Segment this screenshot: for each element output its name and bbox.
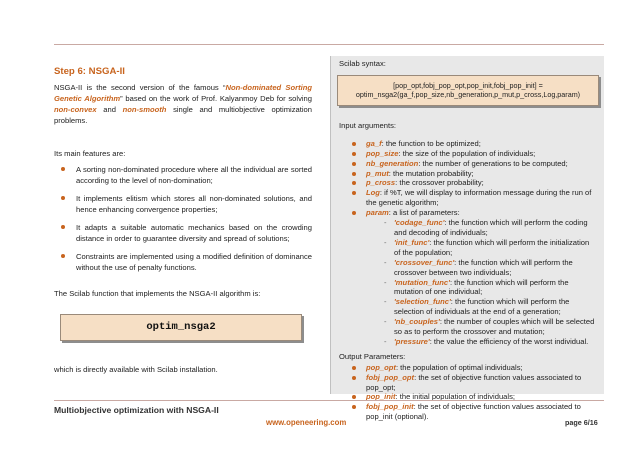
bullet-icon [352,142,356,146]
bullet-icon [61,167,65,171]
param-name: 'codage_func' [394,218,445,228]
syntax-label: Scilab syntax: [339,59,386,68]
intro-text-1: NSGA-II is the second version of the famous “ [54,83,226,92]
syntax-line-1: [pop_opt,fobj_pop_opt,pop_init,fobj_pop_init] = [393,80,543,90]
arg-name: Log [366,188,380,198]
bullet-icon [352,366,356,370]
input-arguments-list [339,139,596,347]
param-desc: : the number of couples which will be selected so as to perform the crossover and mutation; [394,317,595,337]
dash-icon: - [384,237,387,247]
dash-icon: - [384,257,387,267]
output-param-item [366,373,596,393]
param-item [384,237,596,258]
bullet-icon [61,196,65,200]
output-name: fobj_pop_init [366,402,414,412]
input-arg-item [366,169,596,179]
param-desc: : the function which will perform the initialization of the population; [394,237,590,257]
implements-text: The Scilab function that implements the NSGA-II algorithm is: [54,289,261,298]
bullet-icon [61,225,65,229]
output-desc: : the population of optimal individuals; [395,362,523,372]
feature-item [54,251,312,273]
param-item [384,297,596,317]
param-list [366,218,596,347]
param-desc: : the function which will perform the mutation of one individual; [394,277,569,297]
output-desc: : the set of objective function values associated to pop_init (optional). [366,402,581,422]
param-name: 'nb_couples' [394,317,440,327]
feature-item [54,164,312,186]
dash-icon: - [384,218,387,228]
param-item [384,257,596,278]
param-name: 'crossover_func' [394,257,455,267]
arg-name: p_mut [366,168,389,178]
left-column [54,66,312,375]
feature-item [54,193,312,215]
syntax-panel [330,56,604,422]
param-desc: : the value the efficiency of the worst individual. [429,336,589,346]
output-param-item [366,363,596,373]
bullet-icon [352,395,356,399]
inputs-label: Input arguments: [339,120,396,130]
bullet-icon [352,152,356,156]
param-name: 'mutation_func' [394,277,450,287]
function-name: optim_nsga2 [146,321,216,333]
arg-name: param [366,208,389,218]
bullet-icon [352,162,356,166]
dash-icon: - [384,317,387,327]
param-desc: : the function which will perform the crossover between two individuals; [394,257,573,277]
output-name: pop_opt [366,362,396,372]
input-arg-item [366,188,596,208]
intro-em-nsga: Non-dominated Sorting Genetic Algorithm [54,83,312,103]
param-name: 'init_func' [394,237,430,247]
arg-desc: : the mutation probability; [388,168,474,178]
arg-desc: : the size of the population of individuals; [398,148,536,158]
intro-em-nonconvex: non-convex [54,105,97,114]
input-arg-item [366,208,596,347]
feature-text: A sorting non-dominated procedure where all the individual are sorted according to the level of non-domination; [76,165,312,185]
footer-rule [54,400,604,401]
param-item [384,317,596,337]
available-text: which is directly available with Scilab installation. [54,365,218,374]
intro-em-nonsmooth: non-smooth [122,105,167,114]
output-desc: : the initial population of individuals; [395,392,515,402]
input-arg-item [366,149,596,159]
output-parameters-list [339,363,596,422]
output-param-item [366,402,596,422]
param-item [384,218,596,238]
intro-text-4: single and multiobjective optimization problems. [54,105,312,125]
features-list [54,164,312,273]
bullet-icon [352,191,356,195]
arg-name: p_cross [366,178,396,188]
feature-text: Constraints are implemented using a modified definition of dominance without the use of penalty functions. [76,252,312,272]
intro-text-2: ” based on the work of Prof. Kalyanmoy Deb for solving [120,94,312,103]
param-name: 'pressure' [394,336,430,346]
feature-text: It implements elitism which stores all non-dominated solutions, and hence enhancing convergence properties; [76,194,312,214]
output-name: fobj_pop_opt [366,372,415,382]
arg-name: pop_size [366,148,399,158]
footer-website-link[interactable]: www.openeering.com [266,418,347,427]
dash-icon: - [384,297,387,307]
arg-desc: : the number of generations to be computed; [418,158,568,168]
dash-icon: - [384,277,387,287]
bullet-icon [352,181,356,185]
syntax-line-2: optim_nsga2(ga_f,pop_size,nb_generation,p_mut,p_cross,Log,param) [355,90,581,100]
input-arg-item [366,178,596,188]
param-desc: : the function which will perform the coding and decoding of individuals; [394,218,588,237]
arg-name: ga_f [366,138,382,148]
bullet-icon [352,211,356,215]
dash-icon: - [384,336,387,346]
page-number: page 6/16 [565,418,598,427]
step-title: Step 6: NSGA-II [54,66,125,77]
intro-paragraph [54,82,312,126]
outputs-label: Output Parameters: [339,351,406,361]
features-label: Its main features are: [54,149,126,158]
arg-desc: : the crossover probability; [395,178,484,188]
param-item [384,277,596,298]
output-name: pop_init [366,392,396,402]
arg-desc: : the function to be optimized; [381,138,481,148]
arg-name: nb_generation [366,158,419,168]
syntax-box [337,75,599,106]
arg-desc: : a list of parameters: [388,208,460,218]
input-arg-item [366,159,596,169]
param-item [384,336,596,347]
bullet-icon [352,376,356,380]
output-desc: : the set of objective function values associated to pop_opt; [366,372,582,392]
param-desc: : the function which will perform the selection of individuals at the end of a generation; [394,297,570,317]
arg-desc: : if %T, we will display to information message during the run of the genetic algorithm; [366,188,592,208]
bullet-icon [61,254,65,258]
bullet-icon [352,405,356,409]
footer-title: Multiobjective optimization with NSGA-II [54,405,219,415]
param-name: 'selection_func' [394,297,451,307]
feature-item [54,222,312,244]
intro-text-3: and [96,105,123,114]
feature-text: It adapts a suitable automatic mechanics based on the crowding distance in order to guarantee diversity and spread of solutions; [76,223,312,243]
header-rule [54,44,604,45]
function-name-box [60,314,302,341]
bullet-icon [352,172,356,176]
input-arg-item [366,139,596,149]
